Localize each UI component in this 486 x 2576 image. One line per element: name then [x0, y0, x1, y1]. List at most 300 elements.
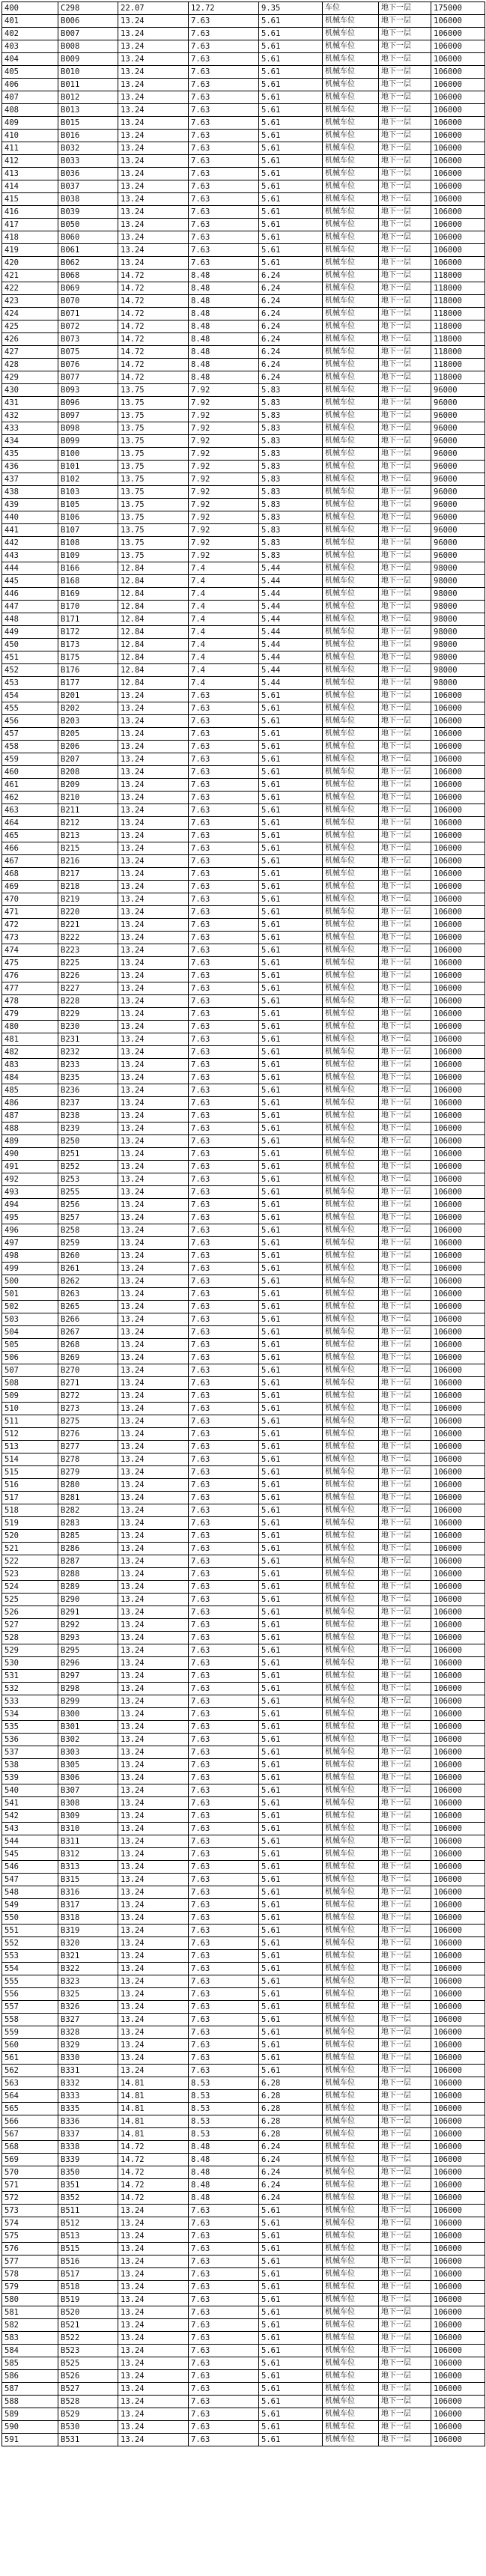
space-type-cell: 机械车位: [323, 1186, 379, 1199]
price-cell: 106000: [431, 1403, 485, 1415]
total-area-cell: 13.24: [118, 1123, 189, 1135]
shared-area-cell: 5.44: [259, 639, 323, 651]
space-id-cell: B523: [58, 2345, 118, 2357]
floor-cell: 地下一层: [379, 2128, 431, 2141]
usable-area-cell: 7.63: [189, 257, 259, 270]
usable-area-cell: 7.63: [189, 2052, 259, 2065]
space-type-cell: 机械车位: [323, 1352, 379, 1364]
space-id-cell: B301: [58, 1721, 118, 1734]
usable-area-cell: 8.48: [189, 2141, 259, 2154]
space-type-cell: 机械车位: [323, 1797, 379, 1810]
space-type-cell: 机械车位: [323, 1899, 379, 1912]
space-id-cell: B225: [58, 957, 118, 970]
shared-area-cell: 5.61: [259, 130, 323, 142]
space-type-cell: 机械车位: [323, 1148, 379, 1161]
price-cell: 106000: [431, 1581, 485, 1594]
row-number-cell: 423: [2, 295, 58, 308]
table-row: [2, 919, 485, 932]
space-id-cell: B302: [58, 1734, 118, 1746]
floor-cell: 地下一层: [379, 2205, 431, 2217]
space-id-cell: B280: [58, 1479, 118, 1492]
shared-area-cell: 6.24: [259, 308, 323, 321]
space-id-cell: B352: [58, 2192, 118, 2205]
shared-area-cell: 5.61: [259, 1466, 323, 1479]
row-number-cell: 518: [2, 1504, 58, 1517]
row-number-cell: 529: [2, 1644, 58, 1657]
table-row: [2, 792, 485, 804]
total-area-cell: 13.24: [118, 193, 189, 206]
total-area-cell: 13.24: [118, 919, 189, 932]
table-row: [2, 1683, 485, 1695]
total-area-cell: 13.75: [118, 461, 189, 473]
total-area-cell: 13.24: [118, 1861, 189, 1874]
usable-area-cell: 7.63: [189, 1199, 259, 1212]
space-id-cell: B231: [58, 1033, 118, 1046]
price-cell: 106000: [431, 2065, 485, 2077]
shared-area-cell: 5.83: [259, 511, 323, 524]
space-type-cell: 机械车位: [323, 1810, 379, 1823]
price-cell: 106000: [431, 1479, 485, 1492]
usable-area-cell: 7.63: [189, 1313, 259, 1326]
space-type-cell: 机械车位: [323, 2434, 379, 2446]
row-number-cell: 568: [2, 2141, 58, 2154]
row-number-cell: 587: [2, 2383, 58, 2396]
total-area-cell: 13.24: [118, 2039, 189, 2052]
floor-cell: 地下一层: [379, 2255, 431, 2268]
row-number-cell: 499: [2, 1263, 58, 1275]
space-id-cell: B296: [58, 1657, 118, 1670]
table-row: [2, 308, 485, 321]
price-cell: 106000: [431, 1415, 485, 1428]
space-type-cell: 机械车位: [323, 2345, 379, 2357]
total-area-cell: 14.72: [118, 359, 189, 371]
shared-area-cell: 5.44: [259, 677, 323, 690]
space-id-cell: B265: [58, 1301, 118, 1313]
usable-area-cell: 7.63: [189, 1326, 259, 1339]
space-type-cell: 机械车位: [323, 639, 379, 651]
price-cell: 106000: [431, 792, 485, 804]
usable-area-cell: 7.63: [189, 2319, 259, 2332]
price-cell: 106000: [431, 1555, 485, 1568]
price-cell: 106000: [431, 2396, 485, 2408]
floor-cell: 地下一层: [379, 1848, 431, 1861]
space-type-cell: 机械车位: [323, 1606, 379, 1619]
price-cell: 106000: [431, 1963, 485, 1975]
shared-area-cell: 5.61: [259, 2434, 323, 2446]
usable-area-cell: 7.63: [189, 1352, 259, 1364]
space-id-cell: B033: [58, 155, 118, 168]
price-cell: 106000: [431, 2141, 485, 2154]
shared-area-cell: 6.28: [259, 2090, 323, 2103]
space-id-cell: B062: [58, 257, 118, 270]
table-row: [2, 715, 485, 728]
floor-cell: 地下一层: [379, 1352, 431, 1364]
space-id-cell: B316: [58, 1886, 118, 1899]
table-row: [2, 779, 485, 792]
total-area-cell: 14.81: [118, 2103, 189, 2115]
space-id-cell: B311: [58, 1835, 118, 1848]
floor-cell: 地下一层: [379, 1161, 431, 1173]
space-id-cell: B297: [58, 1670, 118, 1683]
usable-area-cell: 7.92: [189, 448, 259, 461]
row-number-cell: 590: [2, 2421, 58, 2434]
usable-area-cell: 7.63: [189, 1950, 259, 1963]
shared-area-cell: 5.61: [259, 117, 323, 130]
table-row: [2, 1072, 485, 1084]
table-row: [2, 728, 485, 741]
table-row: [2, 626, 485, 639]
price-cell: 106000: [431, 868, 485, 881]
row-number-cell: 441: [2, 524, 58, 537]
shared-area-cell: 5.61: [259, 1581, 323, 1594]
row-number-cell: 564: [2, 2090, 58, 2103]
usable-area-cell: 7.63: [189, 130, 259, 142]
space-type-cell: 机械车位: [323, 2115, 379, 2128]
total-area-cell: 12.84: [118, 601, 189, 613]
floor-cell: 地下一层: [379, 2192, 431, 2205]
total-area-cell: 12.84: [118, 562, 189, 575]
row-number-cell: 510: [2, 1403, 58, 1415]
total-area-cell: 13.24: [118, 893, 189, 906]
table-row: [2, 1988, 485, 2001]
table-row: [2, 486, 485, 499]
space-id-cell: B237: [58, 1097, 118, 1110]
table-row: [2, 1543, 485, 1555]
total-area-cell: 13.24: [118, 792, 189, 804]
table-row: [2, 2408, 485, 2421]
price-cell: 106000: [431, 1123, 485, 1135]
total-area-cell: 13.24: [118, 2434, 189, 2446]
space-type-cell: 机械车位: [323, 2166, 379, 2179]
space-type-cell: 机械车位: [323, 2179, 379, 2192]
price-cell: 96000: [431, 461, 485, 473]
table-row: [2, 1390, 485, 1403]
row-number-cell: 479: [2, 1008, 58, 1021]
floor-cell: 地下一层: [379, 830, 431, 842]
floor-cell: 地下一层: [379, 270, 431, 282]
space-id-cell: B255: [58, 1186, 118, 1199]
usable-area-cell: 7.63: [189, 168, 259, 180]
total-area-cell: 13.24: [118, 1441, 189, 1453]
floor-cell: 地下一层: [379, 1823, 431, 1835]
shared-area-cell: 5.61: [259, 1415, 323, 1428]
shared-area-cell: 5.61: [259, 180, 323, 193]
space-id-cell: B261: [58, 1263, 118, 1275]
row-number-cell: 428: [2, 359, 58, 371]
space-type-cell: 机械车位: [323, 435, 379, 448]
usable-area-cell: 7.63: [189, 1275, 259, 1288]
table-row: [2, 1059, 485, 1072]
price-cell: 106000: [431, 1810, 485, 1823]
price-cell: 106000: [431, 1632, 485, 1644]
total-area-cell: 14.72: [118, 2179, 189, 2192]
space-id-cell: B010: [58, 66, 118, 79]
row-number-cell: 577: [2, 2255, 58, 2268]
space-id-cell: B226: [58, 970, 118, 982]
price-cell: 106000: [431, 1899, 485, 1912]
floor-cell: 地下一层: [379, 346, 431, 359]
usable-area-cell: 7.63: [189, 1899, 259, 1912]
floor-cell: 地下一层: [379, 333, 431, 346]
usable-area-cell: 7.63: [189, 1695, 259, 1708]
space-id-cell: B096: [58, 397, 118, 410]
row-number-cell: 451: [2, 651, 58, 664]
table-row: [2, 1874, 485, 1886]
shared-area-cell: 5.61: [259, 1797, 323, 1810]
total-area-cell: 13.24: [118, 1759, 189, 1772]
total-area-cell: 13.75: [118, 473, 189, 486]
table-row: [2, 1963, 485, 1975]
usable-area-cell: 7.4: [189, 677, 259, 690]
usable-area-cell: 7.63: [189, 1925, 259, 1937]
shared-area-cell: 5.61: [259, 1619, 323, 1632]
shared-area-cell: 5.61: [259, 155, 323, 168]
total-area-cell: 13.24: [118, 881, 189, 893]
table-row: [2, 562, 485, 575]
usable-area-cell: 8.48: [189, 2166, 259, 2179]
floor-cell: 地下一层: [379, 1173, 431, 1186]
row-number-cell: 493: [2, 1186, 58, 1199]
row-number-cell: 437: [2, 473, 58, 486]
usable-area-cell: 7.63: [189, 1466, 259, 1479]
space-type-cell: 机械车位: [323, 1823, 379, 1835]
floor-cell: 地下一层: [379, 1148, 431, 1161]
space-type-cell: 机械车位: [323, 715, 379, 728]
total-area-cell: 13.24: [118, 168, 189, 180]
floor-cell: 地下一层: [379, 2217, 431, 2230]
total-area-cell: 13.24: [118, 1721, 189, 1734]
floor-cell: 地下一层: [379, 1186, 431, 1199]
price-cell: 106000: [431, 2179, 485, 2192]
usable-area-cell: 7.63: [189, 1619, 259, 1632]
total-area-cell: 13.24: [118, 1390, 189, 1403]
price-cell: 106000: [431, 1466, 485, 1479]
usable-area-cell: 7.63: [189, 79, 259, 91]
price-cell: 98000: [431, 626, 485, 639]
price-cell: 106000: [431, 1492, 485, 1504]
row-number-cell: 420: [2, 257, 58, 270]
space-type-cell: 机械车位: [323, 2281, 379, 2294]
floor-cell: 地下一层: [379, 155, 431, 168]
space-id-cell: B202: [58, 702, 118, 715]
price-cell: 106000: [431, 2077, 485, 2090]
row-number-cell: 573: [2, 2205, 58, 2217]
usable-area-cell: 7.63: [189, 1492, 259, 1504]
shared-area-cell: 6.28: [259, 2128, 323, 2141]
total-area-cell: 13.24: [118, 1046, 189, 1059]
floor-cell: 地下一层: [379, 2014, 431, 2026]
space-id-cell: B077: [58, 371, 118, 384]
usable-area-cell: 7.63: [189, 1581, 259, 1594]
table-row: [2, 1033, 485, 1046]
total-area-cell: 13.24: [118, 219, 189, 231]
space-id-cell: B318: [58, 1912, 118, 1925]
usable-area-cell: 12.72: [189, 2, 259, 15]
total-area-cell: 13.24: [118, 1173, 189, 1186]
shared-area-cell: 5.61: [259, 1237, 323, 1250]
usable-area-cell: 7.63: [189, 1657, 259, 1670]
floor-cell: 地下一层: [379, 588, 431, 601]
usable-area-cell: 7.63: [189, 753, 259, 766]
total-area-cell: 13.24: [118, 1148, 189, 1161]
space-type-cell: 机械车位: [323, 1123, 379, 1135]
floor-cell: 地下一层: [379, 486, 431, 499]
price-cell: 106000: [431, 2115, 485, 2128]
table-row: [2, 1339, 485, 1352]
usable-area-cell: 7.63: [189, 1339, 259, 1352]
usable-area-cell: 7.63: [189, 1021, 259, 1033]
space-type-cell: 机械车位: [323, 2306, 379, 2319]
total-area-cell: 13.75: [118, 537, 189, 550]
shared-area-cell: 5.61: [259, 893, 323, 906]
space-id-cell: B011: [58, 79, 118, 91]
total-area-cell: 13.24: [118, 702, 189, 715]
usable-area-cell: 7.63: [189, 817, 259, 830]
shared-area-cell: 5.61: [259, 1275, 323, 1288]
table-row: [2, 2179, 485, 2192]
table-row: [2, 206, 485, 219]
usable-area-cell: 8.53: [189, 2090, 259, 2103]
space-id-cell: B038: [58, 193, 118, 206]
row-number-cell: 539: [2, 1772, 58, 1784]
table-row: [2, 28, 485, 40]
space-id-cell: B326: [58, 2001, 118, 2014]
total-area-cell: 13.24: [118, 1784, 189, 1797]
table-row: [2, 690, 485, 702]
floor-cell: 地下一层: [379, 2115, 431, 2128]
row-number-cell: 434: [2, 435, 58, 448]
space-id-cell: B230: [58, 1021, 118, 1033]
price-cell: 106000: [431, 1950, 485, 1963]
price-cell: 106000: [431, 1173, 485, 1186]
usable-area-cell: 7.63: [189, 1644, 259, 1657]
space-id-cell: B109: [58, 550, 118, 562]
total-area-cell: 13.75: [118, 448, 189, 461]
usable-area-cell: 7.63: [189, 1263, 259, 1275]
price-cell: 106000: [431, 2014, 485, 2026]
price-cell: 106000: [431, 2154, 485, 2166]
usable-area-cell: 7.63: [189, 2408, 259, 2421]
floor-cell: 地下一层: [379, 1632, 431, 1644]
space-id-cell: B212: [58, 817, 118, 830]
space-type-cell: 机械车位: [323, 2370, 379, 2383]
total-area-cell: 13.24: [118, 766, 189, 779]
table-row: [2, 2039, 485, 2052]
floor-cell: 地下一层: [379, 1810, 431, 1823]
price-cell: 106000: [431, 1861, 485, 1874]
total-area-cell: 13.24: [118, 1428, 189, 1441]
price-cell: 106000: [431, 1543, 485, 1555]
usable-area-cell: 7.63: [189, 2014, 259, 2026]
space-type-cell: 机械车位: [323, 1886, 379, 1899]
table-row: [2, 1492, 485, 1504]
space-id-cell: B320: [58, 1937, 118, 1950]
price-cell: 106000: [431, 1721, 485, 1734]
space-id-cell: B303: [58, 1746, 118, 1759]
space-type-cell: 机械车位: [323, 486, 379, 499]
row-number-cell: 406: [2, 79, 58, 91]
table-row: [2, 944, 485, 957]
total-area-cell: 13.24: [118, 91, 189, 104]
space-id-cell: B283: [58, 1517, 118, 1530]
floor-cell: 地下一层: [379, 15, 431, 28]
price-cell: 106000: [431, 1670, 485, 1683]
space-type-cell: 机械车位: [323, 1644, 379, 1657]
table-row: [2, 1530, 485, 1543]
shared-area-cell: 5.61: [259, 1734, 323, 1746]
shared-area-cell: 5.83: [259, 410, 323, 422]
space-type-cell: 机械车位: [323, 1517, 379, 1530]
price-cell: 106000: [431, 2268, 485, 2281]
price-cell: 106000: [431, 1517, 485, 1530]
table-row: [2, 1021, 485, 1033]
space-type-cell: 机械车位: [323, 957, 379, 970]
floor-cell: 地下一层: [379, 1925, 431, 1937]
table-row: [2, 1975, 485, 1988]
table-row: [2, 53, 485, 66]
row-number-cell: 583: [2, 2332, 58, 2345]
table-row: [2, 842, 485, 855]
floor-cell: 地下一层: [379, 562, 431, 575]
shared-area-cell: 5.61: [259, 2014, 323, 2026]
shared-area-cell: 5.61: [259, 1988, 323, 2001]
price-cell: 98000: [431, 575, 485, 588]
row-number-cell: 522: [2, 1555, 58, 1568]
floor-cell: 地下一层: [379, 944, 431, 957]
shared-area-cell: 5.83: [259, 550, 323, 562]
space-id-cell: B093: [58, 384, 118, 397]
row-number-cell: 427: [2, 346, 58, 359]
table-row: [2, 957, 485, 970]
space-id-cell: B313: [58, 1861, 118, 1874]
space-type-cell: 机械车位: [323, 1937, 379, 1950]
table-row: [2, 1466, 485, 1479]
price-cell: 96000: [431, 397, 485, 410]
price-cell: 106000: [431, 2230, 485, 2243]
space-id-cell: B076: [58, 359, 118, 371]
price-cell: 106000: [431, 1288, 485, 1301]
table-row: [2, 830, 485, 842]
price-cell: 106000: [431, 2128, 485, 2141]
price-cell: 106000: [431, 91, 485, 104]
total-area-cell: 12.84: [118, 626, 189, 639]
space-id-cell: B008: [58, 40, 118, 53]
total-area-cell: 13.24: [118, 180, 189, 193]
row-number-cell: 463: [2, 804, 58, 817]
usable-area-cell: 7.63: [189, 1135, 259, 1148]
shared-area-cell: 5.61: [259, 2052, 323, 2065]
space-id-cell: B106: [58, 511, 118, 524]
space-type-cell: 机械车位: [323, 1568, 379, 1581]
table-row: [2, 2306, 485, 2319]
floor-cell: 地下一层: [379, 180, 431, 193]
space-id-cell: B308: [58, 1797, 118, 1810]
total-area-cell: 13.24: [118, 155, 189, 168]
space-id-cell: B519: [58, 2294, 118, 2306]
total-area-cell: 13.24: [118, 868, 189, 881]
floor-cell: 地下一层: [379, 1784, 431, 1797]
shared-area-cell: 5.61: [259, 2268, 323, 2281]
row-number-cell: 505: [2, 1339, 58, 1352]
total-area-cell: 13.75: [118, 397, 189, 410]
table-row: [2, 2370, 485, 2383]
space-type-cell: 机械车位: [323, 906, 379, 919]
row-number-cell: 588: [2, 2396, 58, 2408]
space-type-cell: 机械车位: [323, 1021, 379, 1033]
space-id-cell: B275: [58, 1415, 118, 1428]
floor-cell: 地下一层: [379, 308, 431, 321]
row-number-cell: 502: [2, 1301, 58, 1313]
